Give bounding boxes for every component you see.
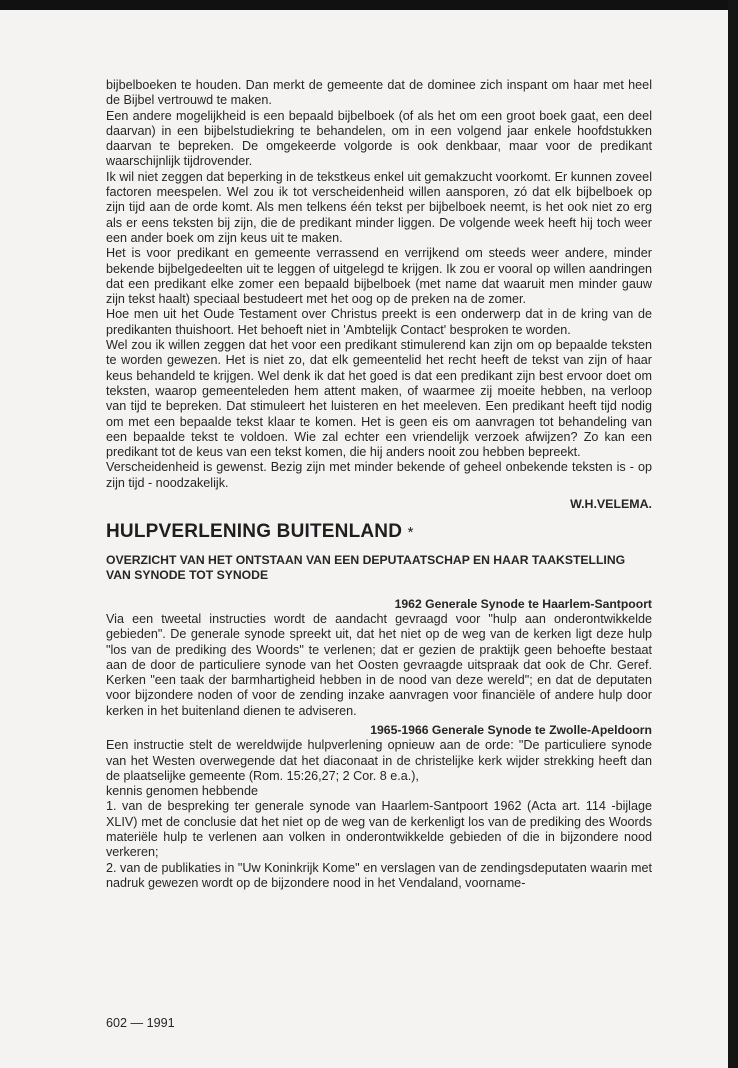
paragraph: 1. van de bespreking ter generale synode van Haarlem-Santpoort 1962 (Acta art. 114 -bijlage XLIV) met de conclusie dat het niet op de weg van de kerkenligt los van de prediking des Woords materiële hulp te verlenen aan volken in onderontwikkelde gebieden of die in bijzondere nood verkeren; bbox=[106, 799, 652, 860]
paragraph: Ik wil niet zeggen dat beperking in de tekstkeus enkel uit gemakzucht voorkomt. Er kunnen zoveel factoren meespelen. Wel zou ik tot verscheidenheid willen aansporen, zó dat elk bijbelboek op zijn tijd aan de orde komt. Als men telkens één tekst per bijbelboek neemt, is het ook niet zo erg als er eens teksten bij zijn, die de predikant minder liggen. De volgende week heeft hij toch weer een ander boek om zijn keus uit te maken. bbox=[106, 169, 652, 245]
paragraph: Verscheidenheid is gewenst. Bezig zijn met minder bekende of geheel onbekende teksten is - op zijn tijd - noodzakelijk. bbox=[106, 460, 652, 490]
paragraph: bijbelboeken te houden. Dan merkt de gemeente dat de dominee zich inspant om haar met heel de Bijbel vertrouwd te maken. bbox=[106, 78, 652, 108]
author-signature: W.H.VELEMA. bbox=[570, 497, 652, 512]
footnote-mark: * bbox=[407, 524, 414, 542]
synod-heading-1962: 1962 Generale Synode te Haarlem-Santpoort bbox=[394, 596, 652, 611]
paragraph: 2. van de publikaties in "Uw Koninkrijk Kome" en verslagen van de zendingsdeputaten waarin met nadruk gewezen wordt op de bijzondere nood in het Vendaland, voorname- bbox=[106, 860, 652, 890]
paragraph: Wel zou ik willen zeggen dat het voor een predikant stimulerend kan zijn om op bepaalde teksten te worden gewezen. Het is niet zo, dat elk gemeentelid het recht heeft de tekst van zijn of haar keus behandeld te krijgen. Wel denk ik dat het goed is dat een predikant zijn best ervoor doet om teksten, waarop gemeenteleden hem attent maken, of waarmee zij moeite hebben, na verloop van tijd te bepreken. Dat stimuleert het luisteren en het meeleven. Een predikant heeft tijd nodig om met een bepaalde tekst klaar te komen. Het is geen eis om aanvragen tot behandeling van een bepaalde tekst te voldoen. Wie zal echter een vriendelijk verzoek afwijzen? Zo kan een predikant tot de keus van een tekst komen, die hij anders nooit zou hebben bepreekt. bbox=[106, 338, 652, 460]
scan-edge-right bbox=[728, 0, 738, 1068]
paragraph: kennis genomen hebbende bbox=[106, 784, 258, 799]
paragraph: Hoe men uit het Oude Testament over Christus preekt is een onderwerp dat in de kring van de predikanten thuishoort. Het behoeft niet in 'Ambtelijk Contact' besproken te worden. bbox=[106, 307, 652, 337]
section-subtitle: OVERZICHT VAN HET ONTSTAAN VAN EEN DEPUTAATSCHAP EN HAAR TAAKSTELLING VAN SYNODE TOT SYNODE bbox=[106, 552, 626, 582]
page-number: 602 — 1991 bbox=[106, 1016, 175, 1030]
paragraph: Een andere mogelijkheid is een bepaald bijbelboek (of als het om een groot boek gaat, een deel daarvan) in een bijbelstudiekring te behandelen, om in een volgend jaar enkele hoofdstukken daarvan te bepreken. De omgekeerde volgorde is ook denkbaar, maar voor de predikant waarschijnlijk tijdrovender. bbox=[106, 108, 652, 169]
synod-heading-1965: 1965-1966 Generale Synode te Zwolle-Apeldoorn bbox=[370, 722, 652, 737]
scan-edge-top bbox=[0, 0, 738, 10]
text-column bbox=[106, 78, 652, 891]
section-title bbox=[106, 521, 652, 543]
paragraph: Een instructie stelt de wereldwijde hulpverlening opnieuw aan de orde: "De particuliere synode van het Westen overwegende dat het diaconaat in de christelijke kerk wijder strekking heeft dan de plaatselijke gemeente (Rom. 15:26,27; 2 Cor. 8 e.a.), bbox=[106, 738, 652, 783]
section-title-text: HULPVERLENING BUITENLAND bbox=[106, 521, 403, 543]
paragraph: Het is voor predikant en gemeente verrassend en verrijkend om steeds weer andere, minder bekende bijbelgedeelten uit te leggen of uitgelegd te krijgen. Ik zou er vooral op willen aandringen dat een predikant elke zomer een bepaald bijbelboek (met name dat waaruit men minder gauw zijn tekst haalt) speciaal bestudeert met het oog op de preken na de zomer. bbox=[106, 246, 652, 307]
paragraph: Via een tweetal instructies wordt de aandacht gevraagd voor "hulp aan onderontwikkelde gebieden". De generale synode spreekt uit, dat het niet op de weg van de kerken ligt deze hulp "los van de prediking des Woords" te verlenen; dat er gezien de praktijk geen behoefte bestaat aan de door de particuliere synode van het Oosten gevraagde uitspraak dat ook de Chr. Geref. Kerken "een taak der barmhartigheid hebben in de nood van deze wereld"; en dat de deputaten voor bijzondere noden of voor de zending inzake aanvragen voor financiële of andere hulp door kerken in het buitenland dienen te adviseren. bbox=[106, 611, 652, 718]
